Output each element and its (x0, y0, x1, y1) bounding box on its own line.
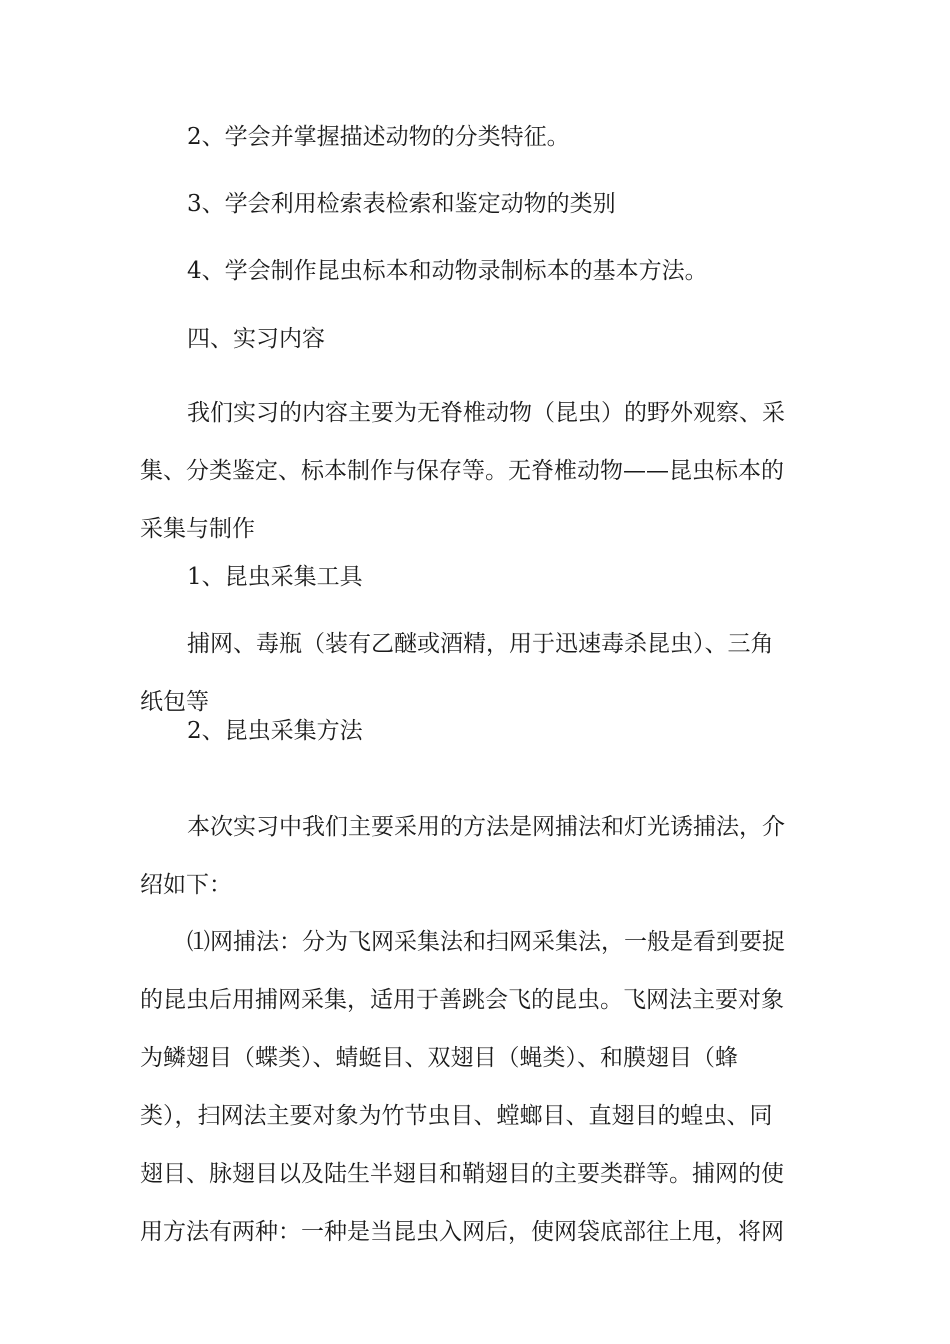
text-line: 绍如下： (140, 872, 232, 898)
text-line: 的昆虫后用捕网采集，适用于善跳会飞的昆虫。飞网法主要对象 (140, 987, 784, 1013)
paragraph-content-intro (140, 384, 805, 558)
paragraph-objective-3 (140, 175, 805, 233)
text-line: 本次实习中我们主要采用的方法是网捕法和灯光诱捕法，介 (187, 814, 785, 840)
text-line: 捕网、毒瓶（装有乙醚或酒精，用于迅速毒杀昆虫）、三角 (187, 631, 774, 657)
text-line: 我们实习的内容主要为无脊椎动物（昆虫）的野外观察、采 (187, 400, 785, 426)
paragraph-objective-4 (140, 242, 805, 300)
text-line: 类），扫网法主要对象为竹节虫目、螳螂目、直翅目的蝗虫、同 (140, 1103, 773, 1129)
subheading-methods (140, 702, 805, 760)
paragraph-net-method (140, 913, 805, 1261)
subheading-tools (140, 548, 805, 606)
text-line: 集、分类鉴定、标本制作与保存等。无脊椎动物——昆虫标本的 (140, 458, 784, 484)
text-line: 采集与制作 (140, 516, 255, 542)
text-line: 3、学会利用检索表检索和鉴定动物的类别 (187, 191, 616, 217)
text-line: 用方法有两种：一种是当昆虫入网后，使网袋底部往上甩，将网 (140, 1219, 784, 1245)
section-heading (140, 310, 805, 368)
text-line: 2、学会并掌握描述动物的分类特征。 (187, 124, 570, 150)
text-line: 2、昆虫采集方法 (187, 718, 363, 744)
paragraph-methods-intro (140, 798, 805, 914)
paragraph-objective-2 (140, 108, 805, 166)
text-line: 1、昆虫采集工具 (187, 564, 363, 590)
text-line: 纸包等 (140, 689, 209, 715)
text-line: ⑴网捕法：分为飞网采集法和扫网采集法，一般是看到要捉 (187, 929, 785, 955)
text-line: 四、实习内容 (187, 326, 325, 352)
text-line: 为鳞翅目（蝶类）、蜻蜓目、双翅目（蝇类）、和膜翅目（蜂 (140, 1045, 738, 1071)
text-line: 翅目、脉翅目以及陆生半翅目和鞘翅目的主要类群等。捕网的使 (140, 1161, 784, 1187)
text-line: 4、学会制作昆虫标本和动物录制标本的基本方法。 (187, 258, 708, 284)
